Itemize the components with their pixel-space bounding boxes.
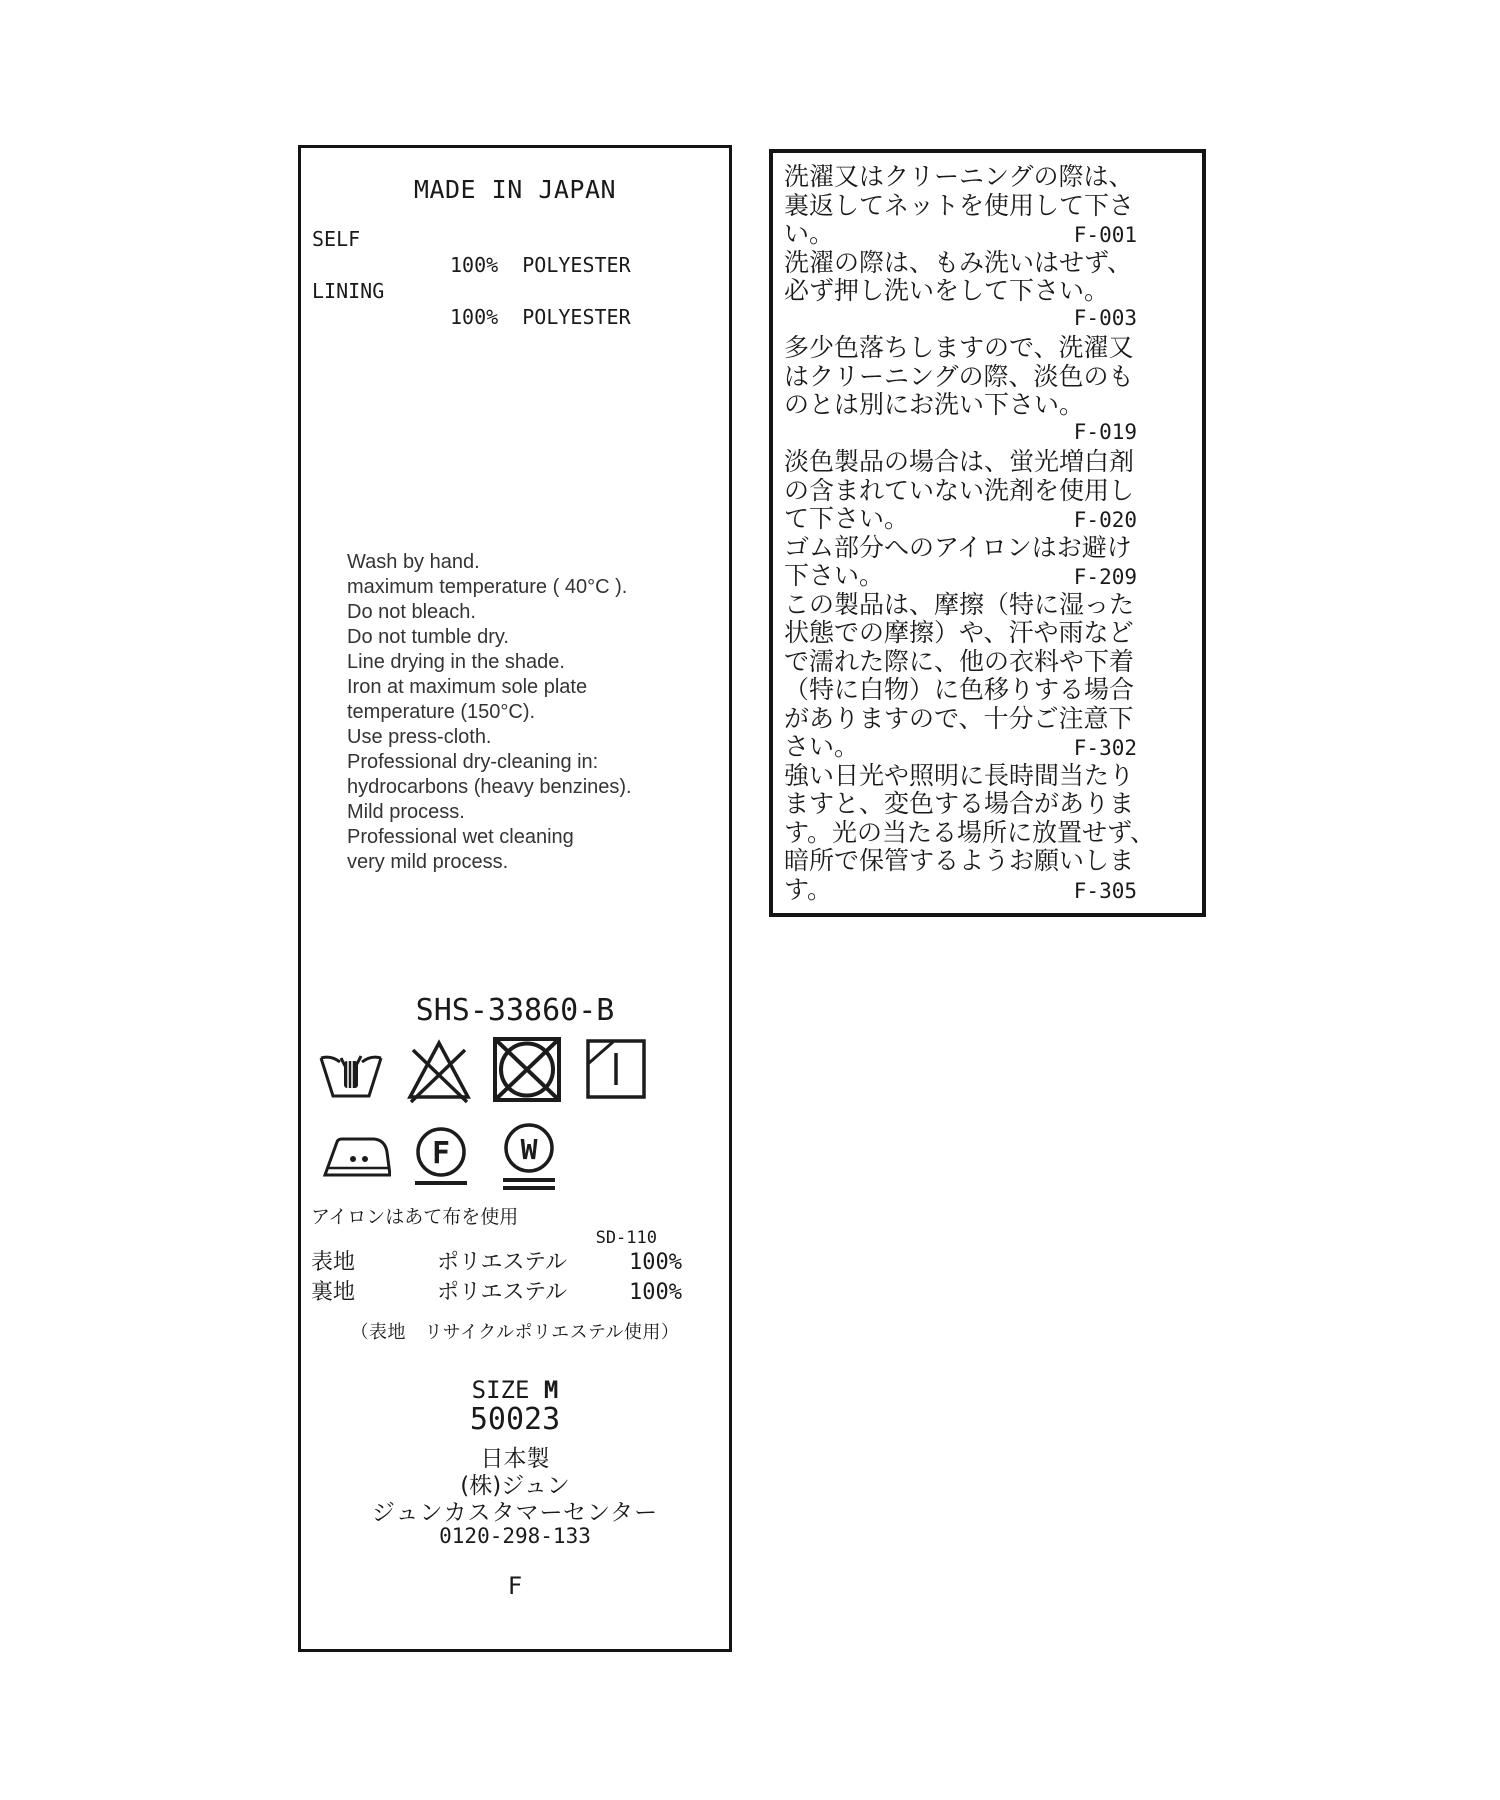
care-en-line: Use press-cloth. xyxy=(347,726,492,748)
recycled-polyester-note: （表地 リサイクルポリエステル使用） xyxy=(350,1322,680,1343)
composition-jp-part: 表地 xyxy=(311,1250,356,1275)
care-note-line: さい。 F-302 xyxy=(784,732,1137,761)
care-note-line: のとは別にお洗い下さい。 xyxy=(784,390,1085,419)
composition-value-self: 100% POLYESTER xyxy=(450,253,631,277)
main-care-label xyxy=(298,145,732,1652)
care-note-line xyxy=(784,420,1137,449)
care-note-line: 状態での摩擦）や、汗や雨など xyxy=(784,618,1134,647)
care-note-line: 淡色製品の場合は、蛍光増白剤 xyxy=(784,447,1135,476)
care-note-line: で濡れた際に、他の衣料や下着 xyxy=(784,646,1135,676)
wet-clean-letter: W xyxy=(520,1133,538,1166)
care-note-line: 暗所で保管するようお願いしま xyxy=(784,846,1135,875)
dry-clean-F-mild-icon xyxy=(413,1126,469,1188)
size-value: M xyxy=(543,1376,559,1404)
footer-mark: F xyxy=(507,1572,523,1600)
care-note-code: F-209 xyxy=(1073,565,1137,589)
iron-press-cloth-note: アイロンはあて布を使用 xyxy=(311,1206,519,1228)
do-not-bleach-icon xyxy=(405,1036,473,1104)
care-note-line: 洗濯又はクリーニングの際は、 xyxy=(784,162,1134,191)
origin-text: 日本製 xyxy=(480,1446,550,1472)
care-en-line: Professional wet cleaning xyxy=(347,826,574,848)
made-in-text: MADE IN JAPAN xyxy=(413,175,617,204)
care-note-line: て下さい。 F-020 xyxy=(784,504,1137,533)
care-en-line: very mild process. xyxy=(347,851,509,873)
care-note-line: （特に白物）に色移りする場合 xyxy=(784,675,1135,704)
care-note-code: F-019 xyxy=(1073,419,1137,444)
care-note-line: がありますので、十分ご注意下 xyxy=(784,703,1134,733)
care-en-line: Professional dry-cleaning in: xyxy=(347,751,599,773)
care-note-code: F-020 xyxy=(1073,508,1137,532)
care-note-line: い。 F-001 xyxy=(784,219,1137,248)
care-instructions-en xyxy=(347,550,632,875)
do-not-tumble-dry-icon xyxy=(490,1034,564,1104)
care-note-line: す。光の当たる場所に放置せず、 xyxy=(784,817,1156,847)
care-note-line: 必ず押し洗いをして下さい。 xyxy=(784,276,1110,305)
composition-jp-material: ポリエステル xyxy=(437,1250,568,1275)
customer-center-name: ジュンカスタマーセンター xyxy=(371,1500,659,1526)
care-note-line: この製品は、摩擦（特に湿った xyxy=(784,589,1135,619)
composition-part-lining: LINING xyxy=(312,279,385,303)
wet-clean-W-very-mild-icon xyxy=(501,1122,557,1194)
composition-jp-row xyxy=(311,1245,682,1276)
company-name: (株)ジュン xyxy=(460,1473,570,1499)
japanese-care-notes-label xyxy=(769,149,1206,917)
hand-wash-icon xyxy=(318,1046,384,1100)
care-note-line: はクリーニングの際、淡色のも xyxy=(784,361,1134,391)
sd-code: SD-110 xyxy=(595,1228,657,1248)
iron-medium-icon xyxy=(321,1134,391,1180)
care-notes-jp xyxy=(784,162,1156,904)
care-en-line: Iron at maximum sole plate xyxy=(347,676,588,698)
care-en-line: Line drying in the shade. xyxy=(347,651,565,673)
care-note-line: 多少色落ちしますので、洗濯又 xyxy=(784,333,1134,362)
composition-jp-material: ポリエステル xyxy=(437,1280,568,1305)
composition-part-self: SELF xyxy=(312,227,361,251)
care-en-line: Wash by hand. xyxy=(347,551,480,573)
customer-center-phone: 0120-298-133 xyxy=(439,1524,591,1548)
care-note-line: 裏返してネットを使用して下さ xyxy=(784,190,1135,220)
care-en-line: Mild process. xyxy=(347,801,465,823)
item-number: 50023 xyxy=(469,1402,561,1437)
care-en-line: maximum temperature ( 40°C ). xyxy=(347,576,628,598)
size-line xyxy=(301,1376,729,1404)
care-en-line: Do not bleach. xyxy=(347,601,476,623)
care-en-line: temperature (150°C). xyxy=(347,701,536,723)
care-en-line: hydrocarbons (heavy benzines). xyxy=(347,776,632,798)
care-note-line: 強い日光や照明に長時間当たり xyxy=(784,760,1135,790)
line-dry-in-shade-icon xyxy=(585,1038,647,1100)
care-note-line xyxy=(784,306,1137,335)
composition-jp-percent: 100% xyxy=(629,1280,682,1305)
size-label: SIZE xyxy=(471,1376,544,1404)
composition-jp-part: 裏地 xyxy=(311,1280,356,1305)
care-note-code: F-305 xyxy=(1073,878,1137,903)
care-note-line: ゴム部分へのアイロンはお避け xyxy=(784,532,1132,562)
care-note-line: 下さい。 F-209 xyxy=(784,561,1137,590)
care-note-code: F-003 xyxy=(1073,305,1137,330)
composition-jp-row xyxy=(311,1275,682,1306)
composition-jp-percent: 100% xyxy=(629,1250,682,1275)
care-en-line: Do not tumble dry. xyxy=(347,626,509,648)
care-note-code: F-302 xyxy=(1073,736,1137,760)
care-note-line: の含まれていない洗剤を使用し xyxy=(784,475,1135,505)
dry-clean-letter: F xyxy=(431,1136,451,1171)
product-code: SHS-33860-B xyxy=(415,993,615,1028)
composition-value-lining: 100% POLYESTER xyxy=(450,305,631,329)
care-note-line: ますと、変色する場合がありま xyxy=(784,789,1135,818)
care-note-line: す。 F-305 xyxy=(784,874,1137,904)
care-note-code: F-001 xyxy=(1073,223,1137,247)
care-note-line: 洗濯の際は、もみ洗いはせず、 xyxy=(784,247,1133,277)
